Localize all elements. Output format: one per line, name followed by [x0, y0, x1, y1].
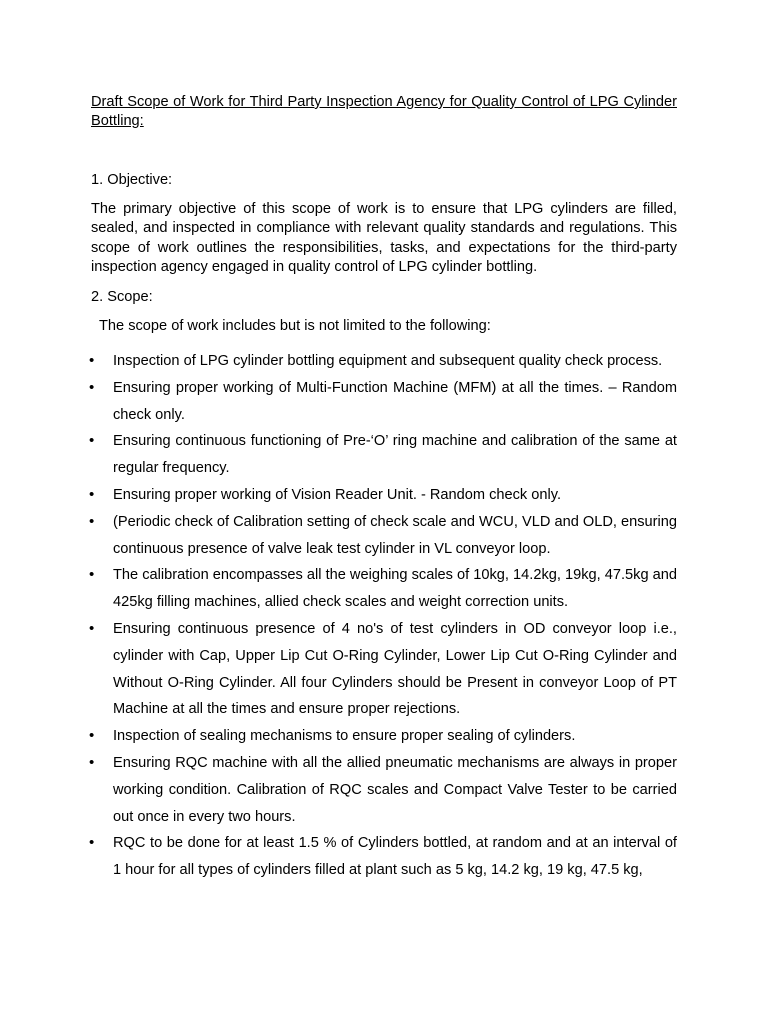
scope-bullet-list: [91, 348, 677, 884]
section-heading-objective: 1. Objective:: [91, 172, 173, 188]
list-item-text: Inspection of LPG cylinder bottling equipment and subsequent quality check process.: [113, 353, 663, 369]
list-item-text: Ensuring proper working of Vision Reader Unit. - Random check only.: [113, 486, 562, 503]
document-title: Draft Scope of Work for Third Party Inspection Agency for Quality Control of LPG Cylinder Bottling:: [91, 94, 677, 129]
bullet-icon: •: [89, 566, 95, 584]
list-item-text: (Periodic check of Calibration setting of check scale and WCU, VLD and OLD, ensuring continuous presence of valve leak test cylinder in VL conveyor loop.: [113, 513, 677, 557]
bullet-icon: •: [89, 352, 95, 369]
scope-intro: The scope of work includes but is not limited to the following:: [99, 318, 491, 334]
list-item: [91, 830, 677, 884]
list-item: [91, 750, 677, 830]
bullet-icon: •: [89, 485, 95, 503]
bullet-icon: •: [89, 619, 95, 637]
list-item-text: Ensuring proper working of Multi-Function Machine (MFM) at all the times. – Random check only.: [113, 379, 677, 423]
list-item: [91, 723, 677, 750]
list-item: [91, 375, 677, 429]
list-item-text: Ensuring RQC machine with all the allied pneumatic mechanisms are always in proper working condition. Calibration of RQC scales and Compact Valve Tester to be carried out once in every two hours.: [113, 754, 677, 825]
section-heading-scope: 2. Scope:: [91, 289, 153, 305]
bullet-icon: •: [89, 378, 95, 396]
list-item: [91, 482, 677, 509]
bullet-icon: •: [89, 834, 95, 852]
list-item-text: Ensuring continuous functioning of Pre-‘O’ ring machine and calibration of the same at regular frequency.: [113, 433, 677, 477]
list-item-text: Ensuring continuous presence of 4 no's of test cylinders in OD conveyor loop i.e., cylinder with Cap, Upper Lip Cut O-Ring Cylinder, Lower Lip Cut O-Ring Cylinder and Without O-Ring Cylinder. All four Cylinders should be Present in conveyor Loop of PT Machine at all the times and ensure proper rejections.: [113, 620, 677, 718]
bullet-icon: •: [89, 512, 95, 530]
list-item: [91, 616, 677, 723]
list-item-text: RQC to be done for at least 1.5 % of Cylinders bottled, at random and at an interval of 1 hour for all types of cylinders filled at plant such as 5 kg, 14.2 kg, 19 kg, 47.5 kg,: [113, 835, 677, 879]
list-item-text: Inspection of sealing mechanisms to ensure proper sealing of cylinders.: [113, 728, 576, 745]
list-item: [91, 509, 677, 563]
bullet-icon: •: [89, 753, 95, 771]
bullet-icon: •: [89, 727, 95, 745]
list-item: [91, 562, 677, 616]
list-item: [91, 348, 677, 375]
list-item-text: The calibration encompasses all the weighing scales of 10kg, 14.2kg, 19kg, 47.5kg and 425kg filling machines, allied check scales and weight correction units.: [113, 567, 677, 611]
objective-paragraph: The primary objective of this scope of work is to ensure that LPG cylinders are filled, sealed, and inspected in compliance with relevant quality standards and regulations. This scope of work outlines the responsibilities, tasks, and expectations for the third-party inspection agency engaged in quality control of LPG cylinder bottling.: [91, 201, 677, 276]
list-item: [91, 428, 677, 482]
bullet-icon: •: [89, 432, 95, 450]
